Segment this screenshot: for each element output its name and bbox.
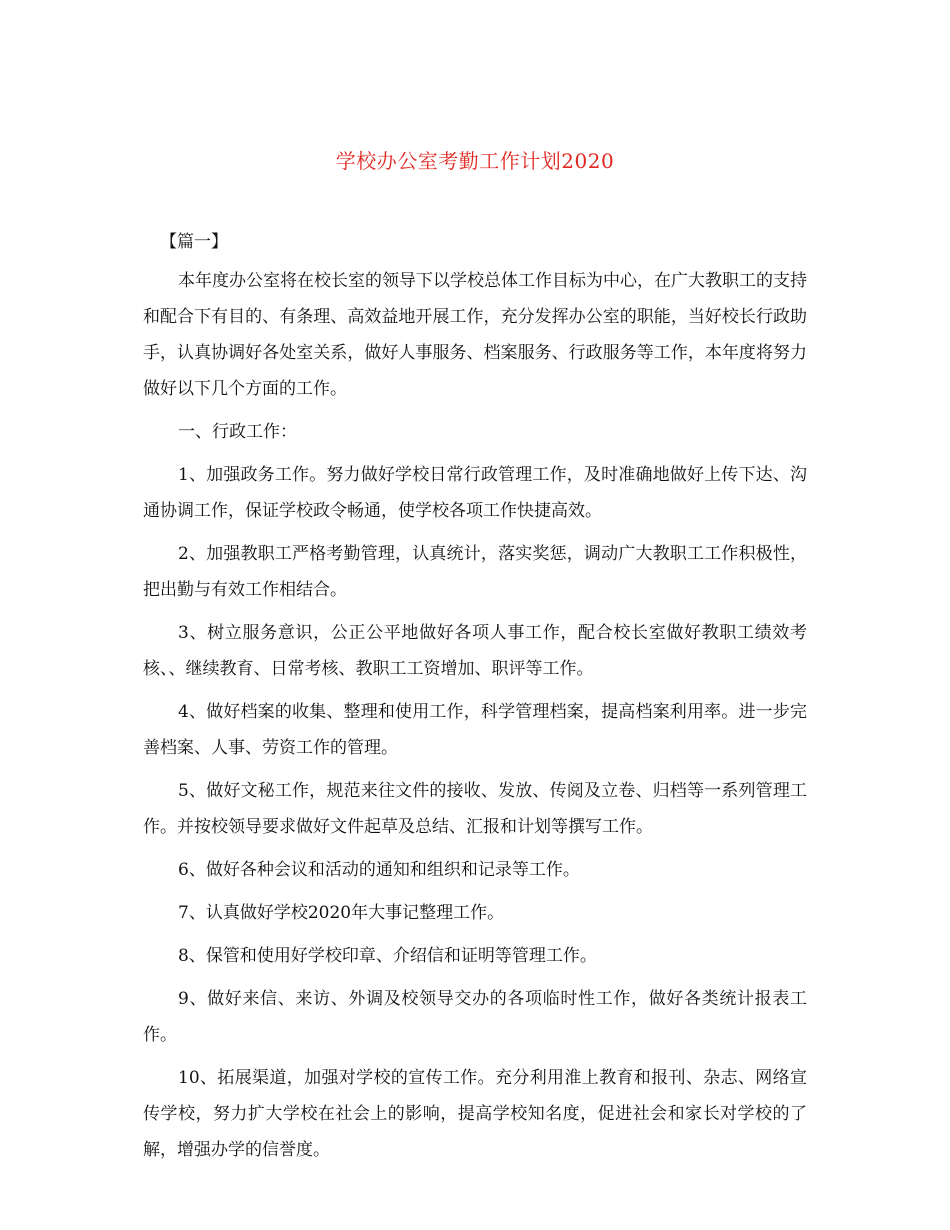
- intro-paragraph: 本年度办公室将在校长室的领导下以学校总体工作目标为中心，在广大教职工的支持和配合下有目的、有条理、高效益地开展工作，充分发挥办公室的职能，当好校长行政助手，认真协调好各处室关系，做好人事服务、档案服务、行政服务等工作，本年度将努力做好以下几个方面的工作。: [143, 271, 807, 399]
- document-title: 学校办公室考勤工作计划2020: [335, 149, 615, 173]
- section-label: 【篇一】: [160, 232, 228, 252]
- list-item-7: 7、认真做好学校2020年大事记整理工作。: [178, 903, 505, 923]
- list-item-6: 6、做好各种会议和活动的通知和组织和记录等工作。: [178, 860, 580, 880]
- list-item-1: 1、加强政务工作。努力做好学校日常行政管理工作，及时准确地做好上传下达、沟通协调工作，保证学校政令畅通，使学校各项工作快捷高效。: [143, 465, 807, 521]
- section-heading-admin: 一、行政工作：: [178, 422, 297, 442]
- list-item-3: 3、树立服务意识，公正公平地做好各项人事工作，配合校长室做好教职工绩效考核、、继续教育、日常考核、教职工工资增加、职评等工作。: [143, 623, 807, 679]
- list-item-4: 4、做好档案的收集、整理和使用工作，科学管理档案，提高档案利用率。进一步完善档案、人事、劳资工作的管理。: [143, 702, 807, 758]
- list-item-8: 8、保管和使用好学校印章、介绍信和证明等管理工作。: [178, 946, 597, 966]
- document-body: [143, 228, 807, 1175]
- list-item-2: 2、加强教职工严格考勤管理，认真统计，落实奖惩，调动广大教职工工作积极性，把出勤与有效工作相结合。: [143, 544, 807, 600]
- list-item-10: 10、拓展渠道，加强对学校的宣传工作。充分利用淮上教育和报刊、杂志、网络宣传学校，努力扩大学校在社会上的影响，提高学校知名度，促进社会和家长对学校的了解，增强办学的信誉度。: [143, 1068, 807, 1160]
- list-item-9: 9、做好来信、来访、外调及校领导交办的各项临时性工作，做好各类统计报表工作。: [143, 989, 807, 1045]
- list-item-5: 5、做好文秘工作，规范来往文件的接收、发放、传阅及立卷、归档等一系列管理工作。并按校领导要求做好文件起草及总结、汇报和计划等撰写工作。: [143, 781, 807, 837]
